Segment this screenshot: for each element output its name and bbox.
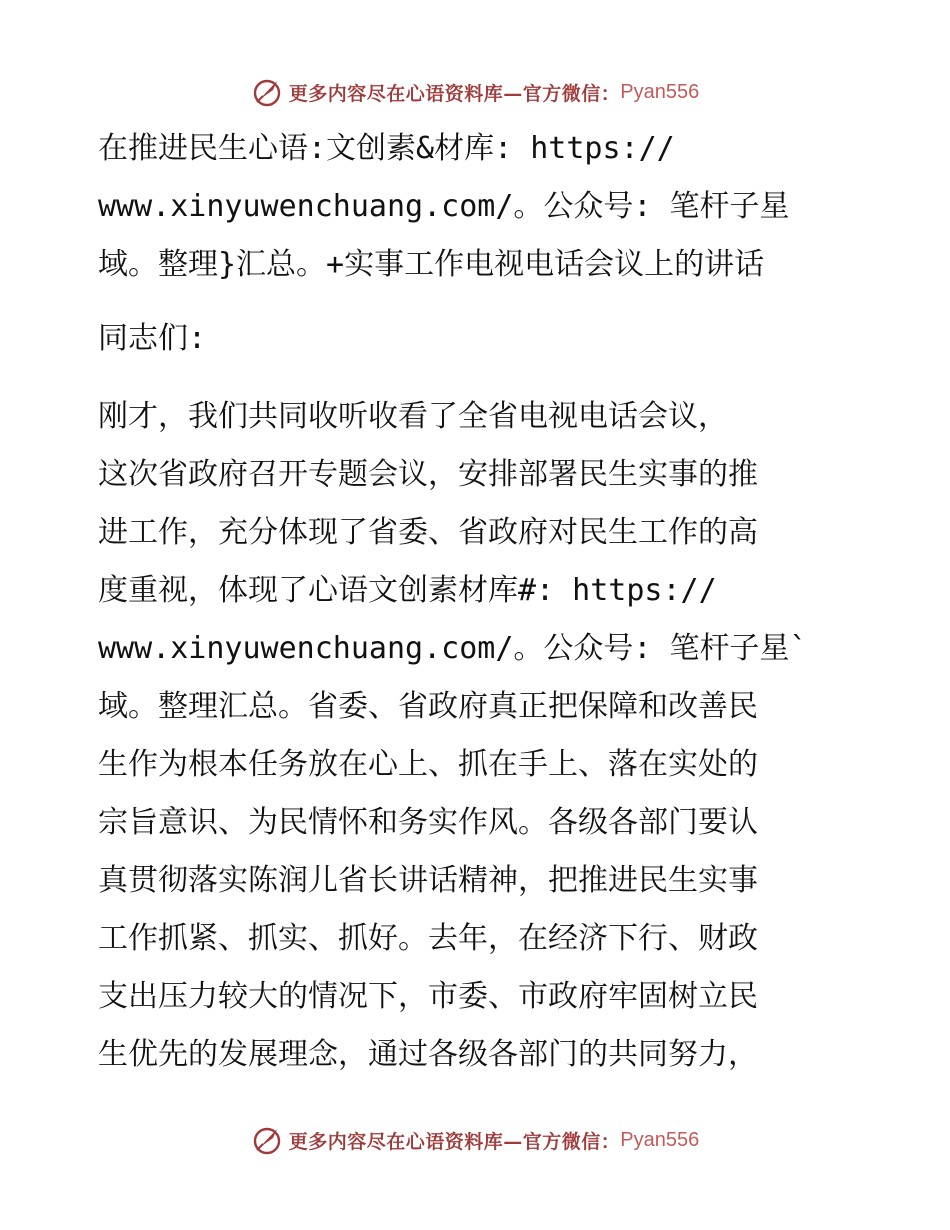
greeting [98, 310, 858, 368]
document-body [98, 120, 858, 1084]
body-line: 度重视，体现了心语文创素材库#: https:// [98, 573, 717, 608]
document-title [98, 120, 858, 294]
footer-wechat-id: Pyan556 [620, 1128, 700, 1151]
quill-circle-icon [251, 1124, 283, 1156]
body-line: 域。整理汇总。省委、省政府真正把保障和改善民 [98, 689, 758, 724]
body-line: 真贯彻落实陈润儿省长讲话精神，把推进民生实事 [98, 863, 758, 898]
footer-banner [0, 1118, 950, 1162]
header-banner [0, 70, 950, 114]
body-line: www.xinyuwenchuang.com/。公众号: 笔杆子星` [98, 631, 808, 666]
title-line: www.xinyuwenchuang.com/。公众号: 笔杆子星 [98, 189, 790, 224]
footer-banner-text: 更多内容尽在心语资料库—官方微信： [288, 1130, 621, 1153]
body-line: 生作为根本任务放在心上、抓在手上、落在实处的 [98, 747, 758, 782]
speech-paragraph [98, 388, 858, 1084]
body-line: 进工作，充分体现了省委、省政府对民生工作的高 [98, 515, 758, 550]
body-line: 宗旨意识、为民情怀和务实作风。各级各部门要认 [98, 805, 758, 840]
body-line: 支出压力较大的情况下，市委、市政府牢固树立民 [98, 979, 758, 1014]
title-line: 域。整理}汇总。+实事工作电视电话会议上的讲话 [98, 247, 765, 282]
greeting-line: 同志们: [98, 321, 207, 356]
body-line: 这次省政府召开专题会议，安排部署民生实事的推 [98, 457, 758, 492]
header-banner-text: 更多内容尽在心语资料库—官方微信： [288, 82, 621, 105]
title-line: 在推进民生心语:文创素&材库: https:// [98, 131, 675, 166]
quill-circle-icon [251, 76, 283, 108]
body-line: 刚才，我们共同收听收看了全省电视电话会议， [98, 399, 728, 434]
body-line: 工作抓紧、抓实、抓好。去年，在经济下行、财政 [98, 921, 758, 956]
header-wechat-id: Pyan556 [620, 80, 700, 103]
body-line: 生优先的发展理念，通过各级各部门的共同努力， [98, 1037, 758, 1072]
